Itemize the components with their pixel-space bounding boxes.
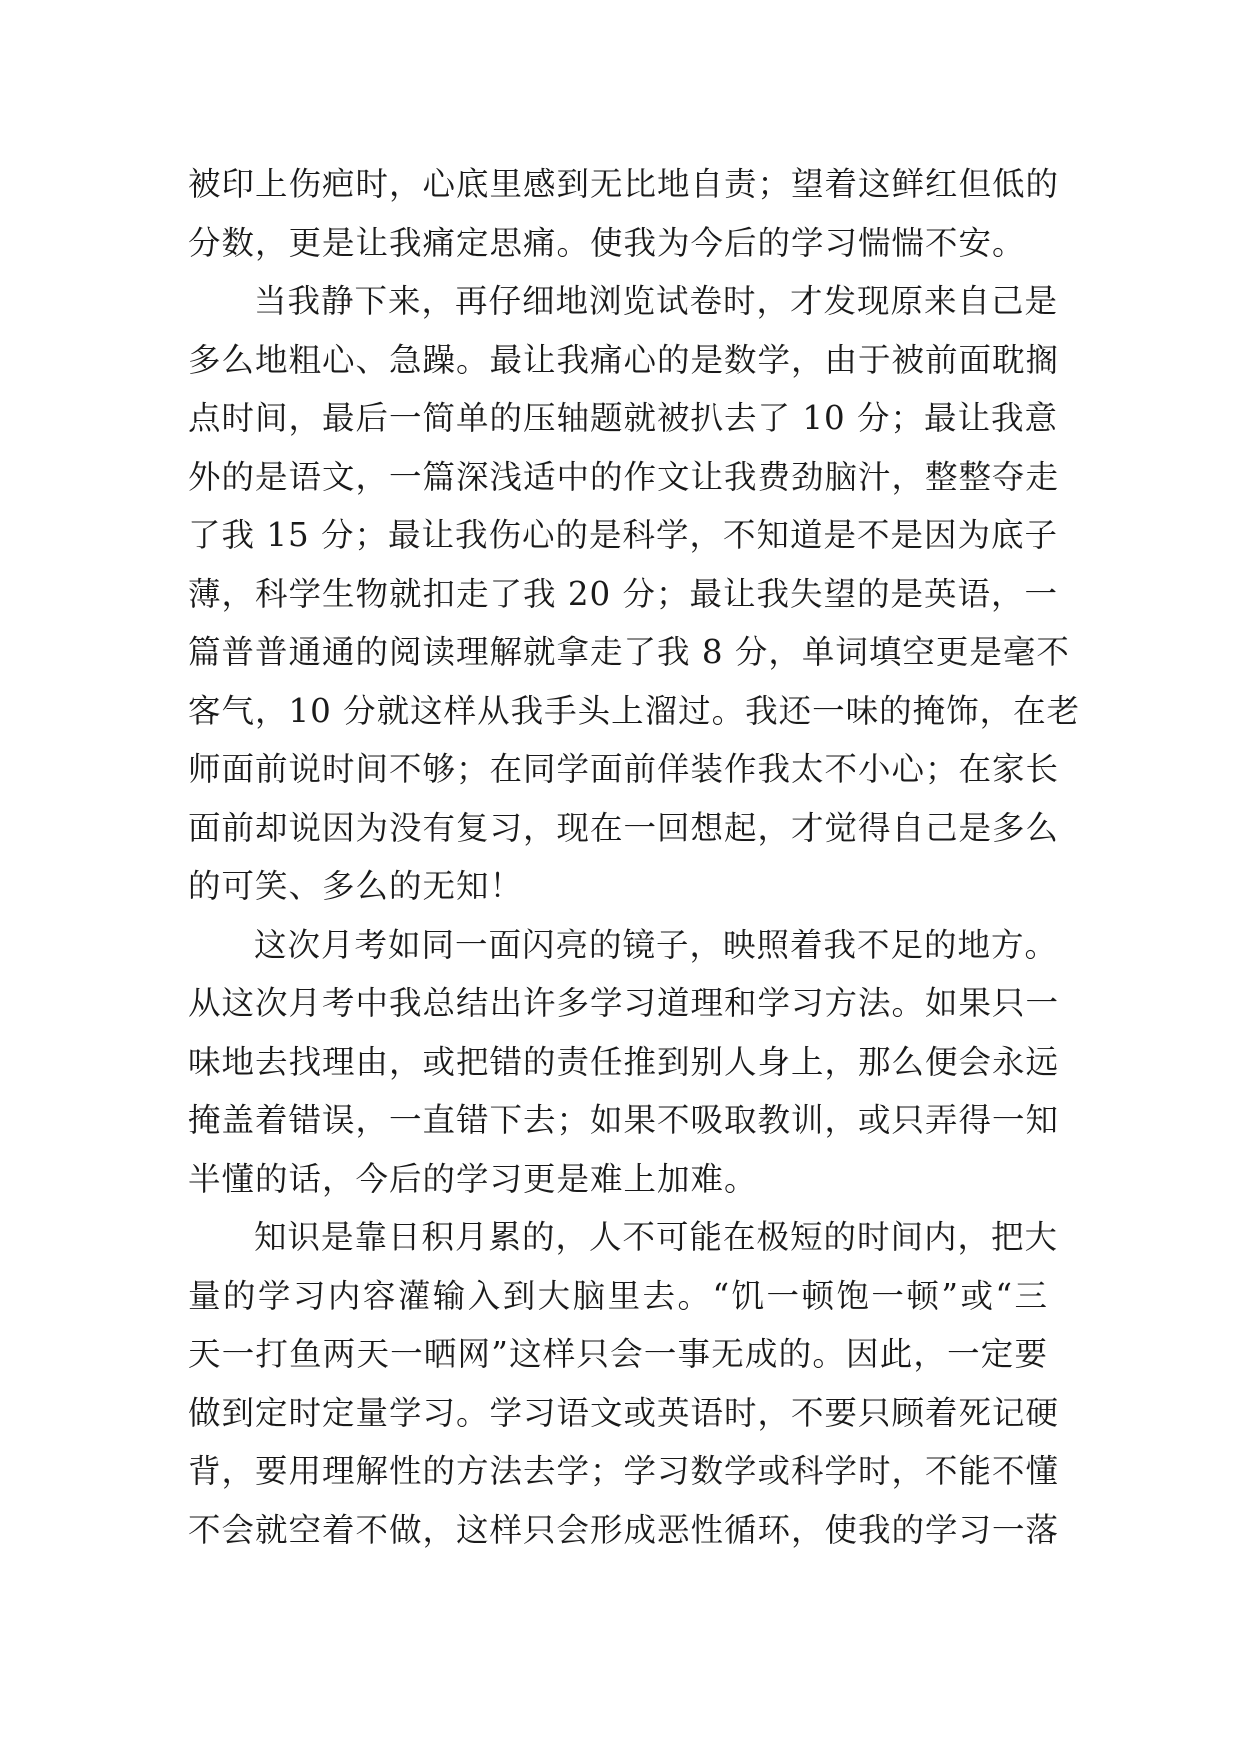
text-line: 薄，科学生物就扣走了我 20 分；最让我失望的是英语，一	[188, 574, 1059, 613]
text-line: 知识是靠日积月累的，人不可能在极短的时间内，把大	[254, 1218, 1059, 1256]
text-line: 分数，更是让我痛定思痛。使我为今后的学习惴惴不安。	[188, 223, 1026, 262]
text-line: 当我静下来，再仔细地浏览试卷时，才发现原来自己是	[254, 282, 1059, 320]
text-line: 半懂的话，今后的学习更是难上加难。	[188, 1159, 758, 1198]
text-line: 客气，10 分就这样从我手头上溜过。我还一味的掩饰，在老	[188, 691, 1081, 730]
body-text	[188, 155, 1081, 1559]
paragraph-p3	[188, 916, 1060, 1209]
text-line: 这次月考如同一面闪亮的镜子，映照着我不足的地方。	[254, 925, 1059, 964]
text-line: 师面前说时间不够；在同学面前佯装作我太不小心；在家长	[188, 750, 1060, 788]
text-line: 篇普普通通的阅读理解就拿走了我 8 分，单词填空更是毫不	[188, 633, 1070, 671]
paragraph-p1	[188, 155, 1060, 272]
text-line: 不会就空着不做，这样只会形成恶性循环，使我的学习一落	[188, 1510, 1060, 1549]
text-line: 面前却说因为没有复习，现在一回想起，才觉得自己是多么	[188, 808, 1060, 847]
text-line: 背，要用理解性的方法去学；学习数学或科学时，不能不懂	[188, 1452, 1060, 1490]
text-line: 被印上伤疤时，心底里感到无比地自责；望着这鲜红但低的	[188, 165, 1060, 203]
text-line: 做到定时定量学习。学习语文或英语时，不要只顾着死记硬	[188, 1393, 1060, 1432]
text-line: 天一打鱼两天一晒网”这样只会一事无成的。因此，一定要	[188, 1335, 1048, 1373]
text-line: 的可笑、多么的无知！	[188, 867, 524, 905]
text-line: 味地去找理由，或把错的责任推到别人身上，那么便会永远	[188, 1042, 1060, 1081]
text-line: 掩盖着错误，一直错下去；如果不吸取教训，或只弄得一知	[188, 1101, 1060, 1139]
text-line: 从这次月考中我总结出许多学习道理和学习方法。如果只一	[188, 984, 1060, 1022]
paragraph-p2	[188, 272, 1081, 916]
text-line: 点时间，最后一简单的压轴题就被扒去了 10 分；最让我意	[188, 399, 1059, 437]
text-line: 了我 15 分；最让我伤心的是科学，不知道是不是因为底子	[188, 516, 1059, 554]
text-line: 外的是语文，一篇深浅适中的作文让我费劲脑汁，整整夺走	[188, 457, 1060, 496]
text-line: 多么地粗心、急躁。最让我痛心的是数学，由于被前面耽搁	[188, 340, 1060, 379]
text-line: 量的学习内容灌输入到大脑里去。“饥一顿饱一顿”或“三	[188, 1276, 1048, 1315]
paragraph-p4	[188, 1208, 1060, 1559]
